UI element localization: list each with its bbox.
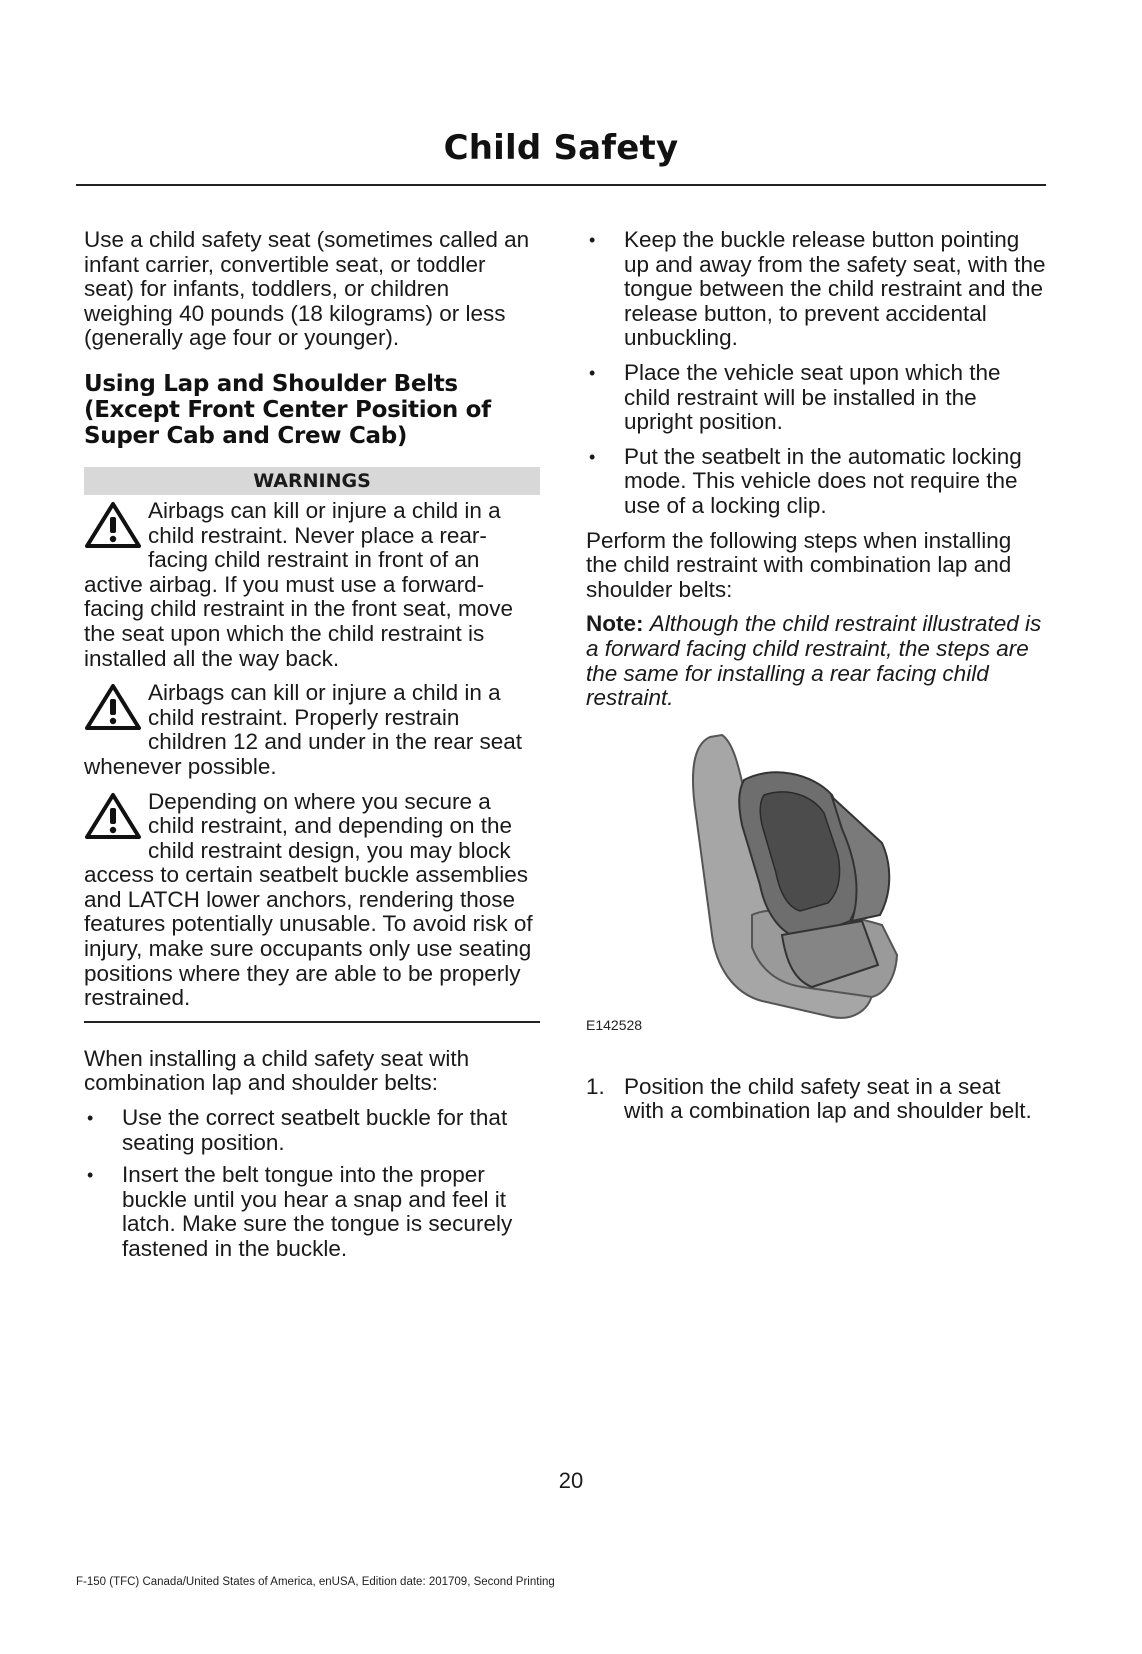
list-item-text: Place the vehicle seat upon which the child restraint will be installed in the upright position. — [624, 359, 1001, 435]
left-column — [84, 228, 540, 1270]
warning-item — [84, 790, 540, 1011]
list-item-text: Keep the buckle release button pointing up and away from the safety seat, with the tongue between the child restraint and the release button, to prevent accidental unbuckling. — [624, 227, 1046, 351]
child-seat-figure — [586, 725, 1046, 1055]
step-number: 1. — [586, 1073, 605, 1099]
bullet-icon: • — [87, 1108, 94, 1129]
section-heading: Using Lap and Shoulder Belts (Except Front Center Position of Super Cab and Crew Cab) — [84, 370, 491, 449]
warnings-header: WARNINGS — [84, 467, 540, 495]
page-title: Child Safety — [443, 128, 679, 168]
install-intro: When installing a child safety seat with combination lap and shoulder belts: — [84, 1045, 470, 1096]
steps-intro: Perform the following steps when installing the child restraint with combination lap and shoulder belts: — [586, 527, 1012, 602]
warning-item — [84, 681, 540, 779]
step-text: Position the child safety seat in a seat with a combination lap and shoulder belt. — [624, 1073, 1032, 1124]
figure-id: E142528 — [586, 1016, 643, 1033]
warning-triangle-icon — [84, 501, 142, 549]
install-bullet-list — [84, 1106, 540, 1262]
child-seat-illustration — [682, 725, 922, 1025]
list-item — [586, 361, 1046, 435]
note-paragraph — [586, 612, 1046, 710]
list-item — [84, 1106, 540, 1155]
warning-triangle-icon — [84, 683, 142, 731]
right-column — [586, 228, 1046, 1124]
steps-list — [586, 1075, 1046, 1124]
list-item-text: Put the seatbelt in the automatic locking mode. This vehicle does not require the use of a locking clip. — [624, 443, 1022, 518]
bullet-icon: • — [589, 362, 596, 383]
page-number: 20 — [558, 1468, 584, 1493]
warning-text: Depending on where you secure a child restraint, and depending on the child restraint design, you may block access to certain seatbelt buckle assemblies and LATCH lower anchors, rendering those features potentially unusable. To avoid risk of injury, make sure occupants only use seating positions where they are able to be properly restrained. — [84, 788, 533, 1011]
warnings-end-divider — [84, 1021, 540, 1023]
bullet-icon: • — [589, 230, 596, 250]
list-item-text: Use the correct seatbelt buckle for that seating position. — [122, 1105, 508, 1155]
note-label: Note: — [586, 611, 644, 637]
list-item-text: Insert the belt tongue into the proper buckle until you hear a snap and feel it latch. Make sure the tongue is securely fastened in the buckle. — [122, 1162, 513, 1261]
note-text: Although the child restraint illustrated is a forward facing child restraint, the steps are the same for installing a rear facing child restraint. — [586, 611, 1042, 711]
warning-text: Airbags can kill or injure a child in a child restraint. Properly restrain children 12 and under in the rear seat whenever possible. — [84, 680, 522, 779]
list-item — [586, 228, 1046, 351]
list-item — [84, 1163, 540, 1261]
footer-edition-info: F-150 (TFC) Canada/United States of America, enUSA, Edition date: 201709, Second Printing — [76, 1576, 555, 1588]
list-item — [586, 445, 1046, 519]
intro-paragraph: Use a child safety seat (sometimes called an infant carrier, convertible seat, or toddler seat) for infants, toddlers, or children weighing 40 pounds (18 kilograms) or less (generally age four or younger). — [84, 227, 530, 351]
bullet-icon: • — [87, 1165, 94, 1186]
title-divider — [76, 184, 1046, 186]
precaution-bullet-list — [586, 228, 1046, 519]
warning-text: Airbags can kill or injure a child in a child restraint. Never place a rear-facing child restraint in front of an active airbag. If you must use a forward-facing child restraint in the front seat, move the seat upon which the child restraint is installed all the way back. — [84, 497, 513, 671]
warning-item — [84, 499, 540, 671]
warning-triangle-icon — [84, 792, 142, 840]
step-item — [586, 1075, 1046, 1124]
bullet-icon: • — [589, 446, 596, 467]
